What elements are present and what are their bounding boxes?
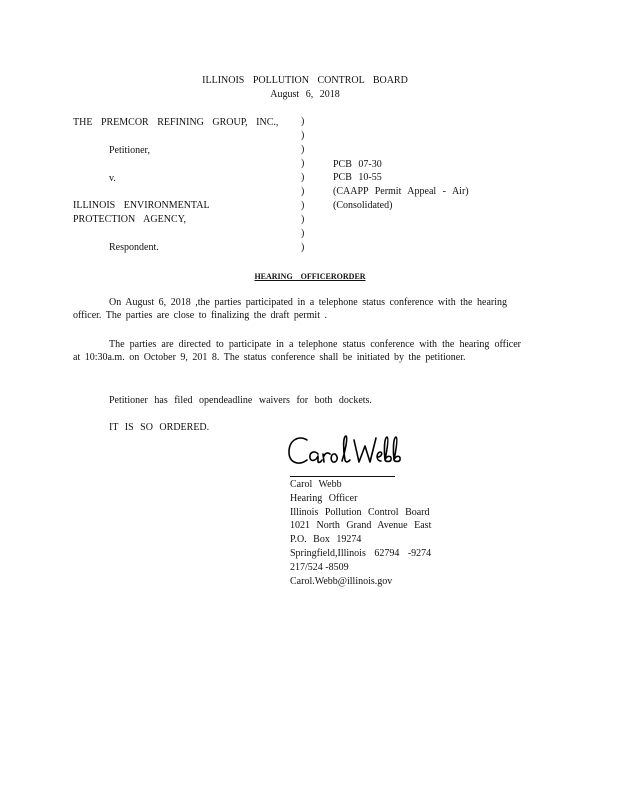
- order-paragraph: The parties are directed to participate in a telephone status conference with the hearing officer at 10:30a.m. on October 9, 201 8. The status conference shall be initiated by the petitioner.: [73, 339, 521, 363]
- signer-title: Hearing Officer: [290, 493, 358, 504]
- paren-char: ): [301, 130, 305, 141]
- caption-divider: [301, 115, 311, 255]
- signature-line: [290, 476, 395, 477]
- paren-char: ): [301, 116, 305, 127]
- respondent-name-line2: PROTECTION AGENCY,: [73, 214, 187, 225]
- address-city: Springfield,Illinois 62794 -9274: [290, 548, 432, 559]
- phone-number: 217/524 -8509: [290, 562, 349, 573]
- case-consolidated: (Consolidated): [333, 200, 393, 211]
- paren-char: ): [301, 228, 305, 239]
- order-paragraph: Petitioner has filed opendeadline waivers for both dockets.: [109, 395, 372, 406]
- petitioner-role: Petitioner,: [109, 145, 150, 156]
- case-number: PCB 10-55: [333, 172, 382, 183]
- order-title: HEARING OFFICERORDER: [254, 272, 366, 281]
- paren-char: ): [301, 214, 305, 225]
- board-name: ILLINOIS POLLUTION CONTROL BOARD: [202, 75, 408, 86]
- case-type: (CAAPP Permit Appeal - Air): [333, 186, 469, 197]
- paren-char: ): [301, 242, 305, 253]
- respondent-name-line1: ILLINOIS ENVIRONMENTAL: [73, 200, 210, 211]
- handwritten-signature: [285, 430, 415, 474]
- respondent-role: Respondent.: [109, 242, 159, 253]
- order-date: August 6, 2018: [270, 89, 340, 100]
- paren-char: ): [301, 158, 305, 169]
- order-paragraph: On August 6, 2018 ,the parties participated in a telephone status conference with the hearing officer. The parties are close to finalizing the draft permit .: [73, 297, 507, 321]
- address-po-box: P.O. Box 19274: [290, 534, 362, 545]
- petitioner-name: THE PREMCOR REFINING GROUP, INC.,: [73, 117, 279, 128]
- address-street: 1021 North Grand Avenue East: [290, 520, 432, 531]
- versus: v.: [109, 173, 116, 184]
- case-number: PCB 07-30: [333, 159, 382, 170]
- signer-name: Carol Webb: [290, 479, 342, 490]
- paren-char: ): [301, 172, 305, 183]
- paren-char: ): [301, 200, 305, 211]
- paren-char: ): [301, 186, 305, 197]
- email-address: Carol.Webb@illinois.gov: [290, 576, 393, 587]
- signer-organization: Illinois Pollution Control Board: [290, 507, 430, 518]
- paren-char: ): [301, 144, 305, 155]
- ordered-statement: IT IS SO ORDERED.: [109, 422, 210, 433]
